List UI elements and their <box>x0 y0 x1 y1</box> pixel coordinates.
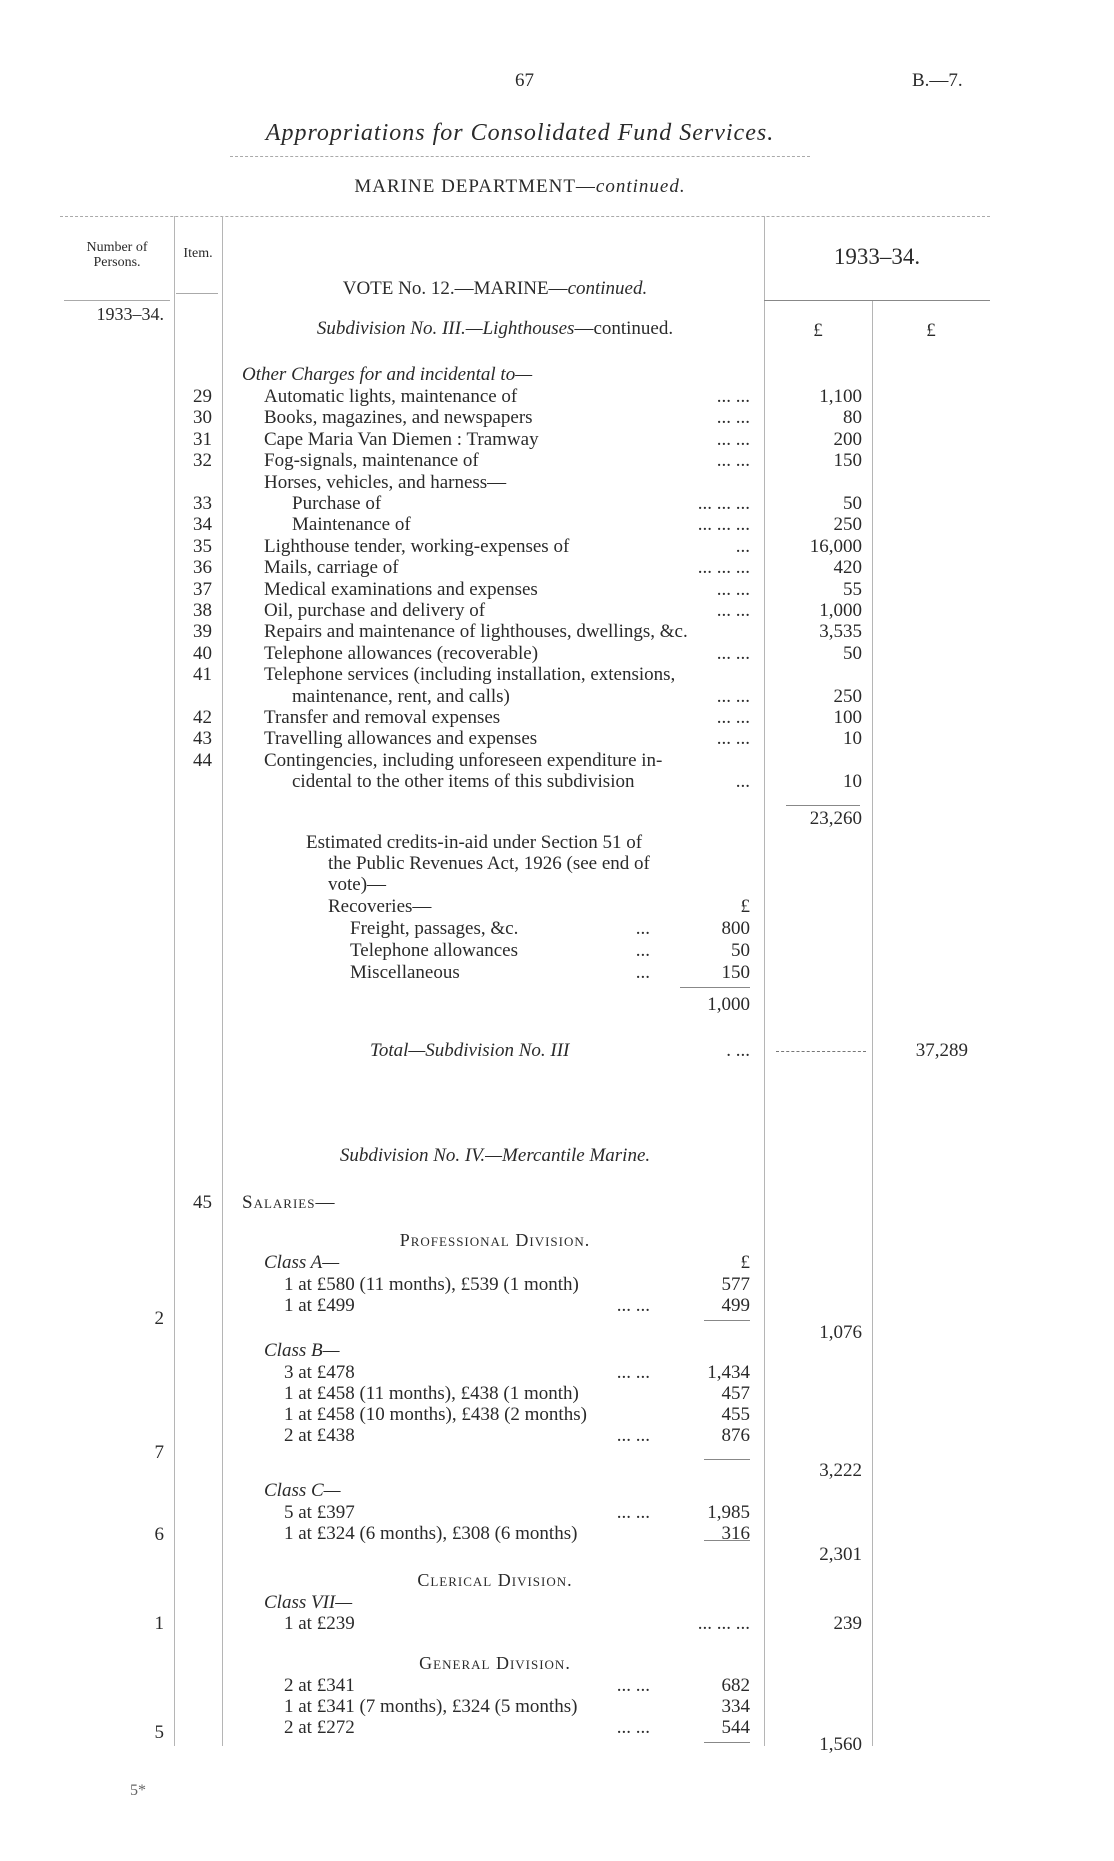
charge-item-number: 30 <box>193 407 212 428</box>
total-subdivision-3-amount: 37,289 <box>915 1040 968 1061</box>
class-a-label: Class A— <box>264 1252 340 1273</box>
salary-row-label: 5 at £397 <box>284 1502 355 1523</box>
total-subdivision-3-rule <box>776 1051 866 1052</box>
salary-row-dots: ... ... <box>616 1675 650 1696</box>
department-name: MARINE DEPARTMENT— <box>354 176 596 197</box>
charge-amount: 200 <box>833 429 862 450</box>
credit-amount: 50 <box>731 940 750 961</box>
salary-row-label: 1 at £580 (11 months), £539 (1 month) <box>284 1274 579 1295</box>
recoveries-label: Recoveries— <box>328 896 432 917</box>
charge-label: Contingencies, including unforeseen expenditure in- <box>264 750 663 771</box>
charge-label: Fog-signals, maintenance of <box>264 450 479 471</box>
salary-row-amount: 499 <box>721 1295 750 1316</box>
charge-amount: 250 <box>833 686 862 707</box>
persons-year-label: 1933–34. <box>96 304 164 324</box>
charge-item-number: 43 <box>193 728 212 749</box>
item-header-rule <box>176 293 218 294</box>
charge-label: Maintenance of <box>292 514 411 535</box>
charge-amount: 1,000 <box>819 600 862 621</box>
persons-column-header: Number of Persons. <box>86 240 148 270</box>
salary-row-amount: 316 <box>721 1523 750 1544</box>
salary-row-dots: ... ... <box>616 1502 650 1523</box>
charge-amount: 55 <box>843 579 862 600</box>
year-column-header: 1933–34. <box>833 244 921 269</box>
page-number: 67 <box>515 70 534 91</box>
charge-label: maintenance, rent, and calls) <box>292 686 510 707</box>
charges-subtotal: 23,260 <box>809 808 862 829</box>
pound-sign-column-2: £ <box>926 320 936 341</box>
other-charges-heading: Other Charges for and incidental to— <box>242 364 533 385</box>
charge-leader-dots: ... ... <box>716 579 750 600</box>
charge-label: Mails, carriage of <box>264 557 399 578</box>
department-heading <box>300 176 740 198</box>
class-c-total: 2,301 <box>819 1544 862 1565</box>
charge-item-number: 39 <box>193 621 212 642</box>
salary-row-label: 1 at £324 (6 months), £308 (6 months) <box>284 1523 578 1544</box>
class-b-rule <box>704 1459 750 1460</box>
charge-item-number: 32 <box>193 450 212 471</box>
salary-row-label: 1 at £499 <box>284 1295 355 1316</box>
charge-label: Horses, vehicles, and harness— <box>264 472 507 493</box>
charge-label: cidental to the other items of this subdivision <box>292 771 635 792</box>
page-title: Appropriations for Consolidated Fund Services. <box>265 120 775 146</box>
class-a-pound-sign: £ <box>740 1252 750 1273</box>
charge-leader-dots: ... ... <box>716 407 750 428</box>
salary-row-label: 1 at £341 (7 months), £324 (5 months) <box>284 1696 578 1717</box>
footer-signature-mark: 5* <box>130 1782 146 1799</box>
charge-label: Telephone services (including installation, extensions, <box>264 664 676 685</box>
charge-item-number: 35 <box>193 536 212 557</box>
charge-label: Purchase of <box>292 493 382 514</box>
class-c-rule <box>704 1540 750 1541</box>
charge-item-number: 41 <box>193 664 212 685</box>
class-a-persons: 2 <box>154 1308 164 1329</box>
salary-row-amount: 544 <box>721 1717 750 1738</box>
class-c-persons: 6 <box>154 1524 164 1545</box>
class-b-label: Class B— <box>264 1340 340 1361</box>
pound-sign-column-1: £ <box>813 320 823 341</box>
salary-row-label: 2 at £438 <box>284 1425 355 1446</box>
salary-row-amount: 1,985 <box>707 1502 750 1523</box>
document-reference: B.—7. <box>912 70 963 91</box>
charge-label: Repairs and maintenance of lighthouses, dwellings, &c. <box>264 621 688 642</box>
charge-item-number: 31 <box>193 429 212 450</box>
charge-leader-dots: ... ... <box>716 686 750 707</box>
general-division-rule <box>704 1742 750 1743</box>
charge-amount: 1,100 <box>819 386 862 407</box>
salary-row-label: 2 at £341 <box>284 1675 355 1696</box>
salary-row-amount: 1,434 <box>707 1362 750 1383</box>
credit-leader-dots: ... <box>635 918 650 939</box>
professional-division-heading: Professional Division. <box>399 1230 591 1250</box>
salary-row-label: 1 at £458 (10 months), £438 (2 months) <box>284 1404 587 1425</box>
general-division-total: 1,560 <box>819 1734 862 1755</box>
item-column-rule <box>222 216 223 1746</box>
class-vii-persons: 1 <box>154 1613 164 1634</box>
total-subdivision-3-dots: . ... <box>726 1040 750 1061</box>
charge-label: Cape Maria Van Diemen : Tramway <box>264 429 539 450</box>
charge-item-number: 38 <box>193 600 212 621</box>
salary-row-label: 1 at £458 (11 months), £438 (1 month) <box>284 1383 579 1404</box>
charge-amount: 16,000 <box>809 536 862 557</box>
charge-amount: 50 <box>843 493 862 514</box>
class-vii-label: Class VII— <box>264 1592 353 1613</box>
vote-title: VOTE No. 12.—MARINE— <box>342 278 568 299</box>
general-division-persons: 5 <box>154 1722 164 1743</box>
charge-item-number: 37 <box>193 579 212 600</box>
subdivision-3-heading <box>240 318 750 340</box>
class-vii-row-dots: ... ... ... <box>697 1613 750 1634</box>
salary-row-dots: ... ... <box>616 1362 650 1383</box>
amount2-column-rule <box>872 300 873 1746</box>
charge-label: Automatic lights, maintenance of <box>264 386 518 407</box>
class-c-label: Class C— <box>264 1480 341 1501</box>
credit-amount: 150 <box>721 962 750 983</box>
charge-item-number: 40 <box>193 643 212 664</box>
charge-leader-dots: ... ... <box>716 429 750 450</box>
charge-label: Books, magazines, and newspapers <box>264 407 533 428</box>
salary-row-amount: 455 <box>721 1404 750 1425</box>
charge-leader-dots: ... ... ... <box>697 493 750 514</box>
charge-leader-dots: ... ... <box>716 707 750 728</box>
charge-label: Medical examinations and expenses <box>264 579 538 600</box>
charge-leader-dots: ... ... <box>716 450 750 471</box>
clerical-division-heading: Clerical Division. <box>417 1570 573 1590</box>
item-column-header: Item. <box>183 246 213 261</box>
credits-line-1: Estimated credits-in-aid under Section 51 of <box>306 832 643 853</box>
class-a-rule <box>704 1320 750 1321</box>
salary-row-label: 2 at £272 <box>284 1717 355 1738</box>
charge-label: Telephone allowances (recoverable) <box>264 643 539 664</box>
department-continued: continued. <box>595 176 686 197</box>
credits-total: 1,000 <box>707 994 750 1015</box>
charge-label: Transfer and removal expenses <box>264 707 501 728</box>
charge-label: Travelling allowances and expenses <box>264 728 538 749</box>
charge-leader-dots: ... ... ... <box>697 514 750 535</box>
credit-label: Freight, passages, &c. <box>350 918 519 939</box>
subdivision-4-title: Subdivision No. IV.—Mercantile Marine. <box>339 1145 651 1166</box>
credit-label: Miscellaneous <box>350 962 460 983</box>
credits-line-2: the Public Revenues Act, 1926 (see end of <box>328 853 650 874</box>
charge-amount: 50 <box>843 643 862 664</box>
charge-leader-dots: ... ... <box>716 728 750 749</box>
salary-row-dots: ... ... <box>616 1717 650 1738</box>
charge-item-number: 33 <box>193 493 212 514</box>
credits-line-3: vote)— <box>328 874 387 895</box>
salary-row-amount: 682 <box>721 1675 750 1696</box>
salary-row-amount: 876 <box>721 1425 750 1446</box>
subdivision-3-title: Subdivision No. III.—Lighthouses <box>316 318 575 339</box>
charge-item-number: 44 <box>193 750 212 771</box>
subdivision-3-continued: —continued. <box>574 318 674 339</box>
salary-row-dots: ... ... <box>616 1295 650 1316</box>
charge-amount: 80 <box>843 407 862 428</box>
salary-row-amount: 334 <box>721 1696 750 1717</box>
charge-leader-dots: ... ... <box>716 386 750 407</box>
charge-item-number: 36 <box>193 557 212 578</box>
credit-label: Telephone allowances <box>350 940 519 961</box>
charge-leader-dots: ... <box>735 536 750 557</box>
charge-amount: 100 <box>833 707 862 728</box>
charge-leader-dots: ... <box>735 771 750 792</box>
salary-row-amount: 457 <box>721 1383 750 1404</box>
class-a-total: 1,076 <box>819 1322 862 1343</box>
class-b-persons: 7 <box>154 1442 164 1463</box>
persons-header-rule <box>64 300 170 301</box>
class-vii-amount: 239 <box>833 1613 862 1634</box>
item-45-number: 45 <box>193 1192 212 1213</box>
credit-leader-dots: ... <box>635 962 650 983</box>
charge-label: Lighthouse tender, working-expenses of <box>264 536 570 557</box>
salaries-heading: Salaries— <box>242 1192 336 1213</box>
year-header-rule <box>764 300 990 301</box>
total-subdivision-3-label: Total—Subdivision No. III <box>370 1040 570 1061</box>
charge-amount: 10 <box>843 771 862 792</box>
charge-item-number: 34 <box>193 514 212 535</box>
charge-amount: 10 <box>843 728 862 749</box>
class-vii-row-label: 1 at £239 <box>284 1613 355 1634</box>
salary-row-label: 3 at £478 <box>284 1362 355 1383</box>
credit-amount: 800 <box>721 918 750 939</box>
title-rule <box>230 156 810 157</box>
credit-leader-dots: ... <box>635 940 650 961</box>
table-top-rule <box>60 216 990 217</box>
charge-leader-dots: ... ... ... <box>697 557 750 578</box>
salary-row-dots: ... ... <box>616 1425 650 1446</box>
salary-row-amount: 577 <box>721 1274 750 1295</box>
vote-heading <box>240 278 750 300</box>
charge-amount: 250 <box>833 514 862 535</box>
credits-total-rule <box>680 987 750 988</box>
persons-column-rule <box>174 216 175 1746</box>
charge-item-number: 42 <box>193 707 212 728</box>
vote-continued: continued. <box>567 278 648 299</box>
charge-leader-dots: ... ... <box>716 600 750 621</box>
charge-amount: 150 <box>833 450 862 471</box>
general-division-heading: General Division. <box>419 1653 571 1673</box>
charges-subtotal-rule <box>786 805 860 806</box>
charge-item-number: 29 <box>193 386 212 407</box>
charge-label: Oil, purchase and delivery of <box>264 600 486 621</box>
charge-amount: 420 <box>833 557 862 578</box>
class-b-total: 3,222 <box>819 1460 862 1481</box>
credits-pound-sign: £ <box>740 896 750 917</box>
charge-amount: 3,535 <box>819 621 862 642</box>
charge-leader-dots: ... ... <box>716 643 750 664</box>
